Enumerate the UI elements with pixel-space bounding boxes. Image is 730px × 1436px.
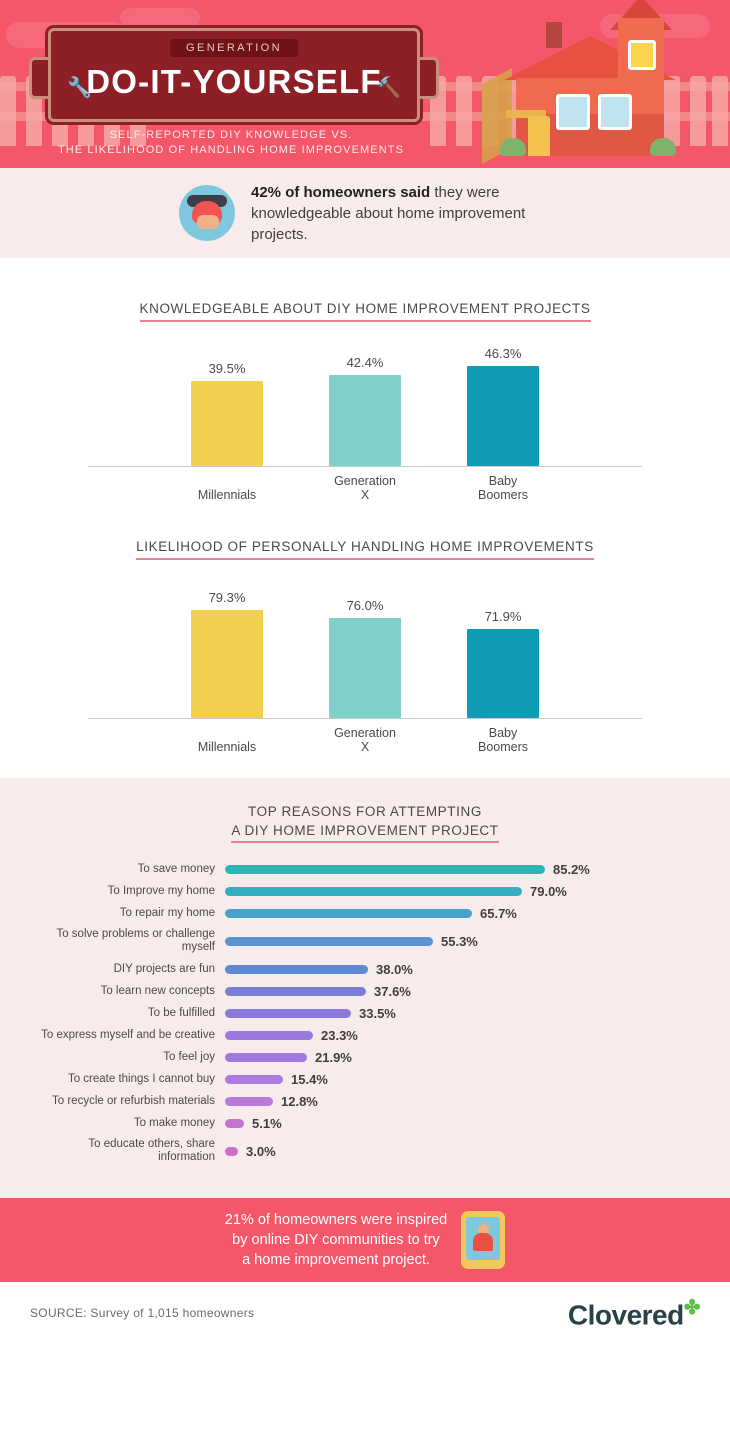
reason-value: 3.0% (246, 1143, 276, 1159)
reason-bar (225, 1031, 313, 1040)
bar-generation-x (329, 375, 401, 466)
logo-wordmark: Clovered (567, 1299, 684, 1331)
reason-bar (225, 965, 368, 974)
reason-bar (225, 1147, 238, 1156)
bar-value-label: 42.4% (346, 355, 384, 370)
reason-label: To be fulfilled (147, 1006, 215, 1019)
reason-bar (225, 909, 472, 918)
bar-group-baby-boomers (467, 609, 539, 718)
reason-value: 21.9% (315, 1049, 352, 1065)
reason-row (30, 984, 700, 998)
reason-bar (225, 1119, 244, 1128)
reason-label: To solve problems or challenge myself (56, 928, 215, 953)
page-title: DO-IT-YOURSELF (86, 63, 382, 100)
reason-value: 65.7% (480, 905, 517, 921)
chart-2-title: LIKELIHOOD OF PERSONALLY HANDLING HOME IMPROVEMENTS (136, 539, 594, 560)
reason-value: 85.2% (553, 861, 590, 877)
bar-millennials (191, 610, 263, 718)
footer-banner (0, 1198, 730, 1282)
category-label: Baby Boomers (477, 474, 529, 502)
cloud-shape (120, 8, 200, 28)
reason-bar (225, 1097, 273, 1106)
reason-label: To Improve my home (107, 884, 215, 897)
chart-1-plot (40, 346, 690, 502)
reason-label: To save money (137, 862, 215, 875)
reason-label: To make money (133, 1116, 215, 1129)
callout-text (251, 182, 551, 245)
title-plaque (48, 28, 420, 122)
chart-1-title: KNOWLEDGEABLE ABOUT DIY HOME IMPROVEMENT PROJECTS (140, 301, 591, 322)
bar-generation-x (329, 618, 401, 718)
source-value: Survey of 1,015 homeowners (90, 1306, 255, 1320)
hammer-icon: 🔨 (376, 77, 401, 99)
clover-icon: ✤ (683, 1296, 700, 1319)
reason-row (30, 1072, 700, 1086)
reason-row (30, 884, 700, 898)
bar-group-baby-boomers (467, 346, 539, 466)
callout-rest: they were knowledgeable about home improvement projects. (251, 183, 526, 243)
reason-value: 55.3% (441, 933, 478, 949)
bar-group-generation-x (329, 598, 401, 718)
person-with-hardhat-icon (179, 185, 235, 241)
source-bar (0, 1282, 730, 1344)
reason-value: 79.0% (530, 883, 567, 899)
reason-value: 33.5% (359, 1005, 396, 1021)
footer-line-1: 21% of homeowners were inspired (224, 1212, 448, 1228)
reason-bar (225, 987, 366, 996)
footer-line-2: by online DIY communities to try (232, 1232, 440, 1248)
bar-group-generation-x (329, 355, 401, 466)
reason-label: To repair my home (119, 906, 215, 919)
reason-row (30, 1028, 700, 1042)
reason-row (30, 928, 700, 954)
house-illustration (498, 10, 678, 160)
reason-row (30, 1050, 700, 1064)
chart-3-title (30, 802, 700, 840)
bar-group-millennials (191, 361, 263, 466)
reason-value: 12.8% (281, 1093, 318, 1109)
header-caption (48, 128, 414, 158)
reason-label: To recycle or refurbish materials (52, 1094, 215, 1107)
smartphone-icon (461, 1211, 505, 1269)
reason-bar (225, 1075, 283, 1084)
chart-3-plot (30, 862, 700, 1164)
category-label: Millennials (197, 740, 257, 754)
reason-bar (225, 1053, 307, 1062)
reason-row (30, 862, 700, 876)
reason-row (30, 1094, 700, 1108)
category-label: Generation X (334, 474, 396, 502)
header-caption-line1: SELF-REPORTED DIY KNOWLEDGE VS. (109, 129, 353, 141)
reason-row (30, 1116, 700, 1130)
bar-value-label: 79.3% (208, 590, 246, 605)
bar-baby-boomers (467, 629, 539, 718)
category-label: Millennials (197, 488, 257, 502)
reason-bar (225, 937, 433, 946)
reason-row (30, 962, 700, 976)
screwdriver-icon: 🔧 (67, 77, 92, 99)
category-label: Baby Boomers (477, 726, 529, 754)
callout-strong: 42% of homeowners said (251, 183, 431, 201)
chart-knowledgeable (0, 258, 730, 502)
reason-value: 5.1% (252, 1115, 282, 1131)
bar-value-label: 71.9% (484, 609, 522, 624)
reason-bar (225, 887, 522, 896)
reason-row (30, 1006, 700, 1020)
source-text (30, 1306, 254, 1320)
chart-top-reasons (0, 778, 730, 1198)
source-label: SOURCE: (30, 1306, 87, 1320)
reason-value: 37.6% (374, 983, 411, 999)
header-caption-line2: THE LIKELIHOOD OF HANDLING HOME IMPROVEMENTS (57, 144, 405, 156)
reason-value: 23.3% (321, 1027, 358, 1043)
chart-2-plot (40, 590, 690, 754)
bar-value-label: 46.3% (484, 346, 522, 361)
reason-value: 38.0% (376, 961, 413, 977)
chart-3-title-line2: A DIY HOME IMPROVEMENT PROJECT (231, 823, 498, 843)
chart-3-title-line1: TOP REASONS FOR ATTEMPTING (248, 804, 482, 819)
reason-bar (225, 1009, 351, 1018)
reason-row (30, 906, 700, 920)
chart-likelihood (0, 502, 730, 754)
bar-value-label: 76.0% (346, 598, 384, 613)
bar-group-millennials (191, 590, 263, 718)
reason-row (30, 1138, 700, 1164)
reason-bar (225, 865, 545, 874)
footer-text (225, 1210, 447, 1270)
category-label: Generation X (334, 726, 396, 754)
header-eyebrow: GENERATION (170, 39, 298, 57)
reason-label: DIY projects are fun (113, 962, 215, 975)
clovered-logo[interactable] (568, 1295, 700, 1331)
reason-label: To create things I cannot buy (67, 1072, 215, 1085)
footer-line-3: a home improvement project. (242, 1252, 430, 1268)
callout-banner (0, 168, 730, 258)
reason-label: To feel joy (163, 1050, 215, 1063)
reason-label: To educate others, share information (88, 1138, 215, 1163)
reason-value: 15.4% (291, 1071, 328, 1087)
bar-millennials (191, 381, 263, 466)
bar-value-label: 39.5% (208, 361, 246, 376)
reason-label: To learn new concepts (100, 984, 215, 997)
bar-baby-boomers (467, 366, 539, 466)
header-banner (0, 0, 730, 168)
reason-label: To express myself and be creative (41, 1028, 215, 1041)
